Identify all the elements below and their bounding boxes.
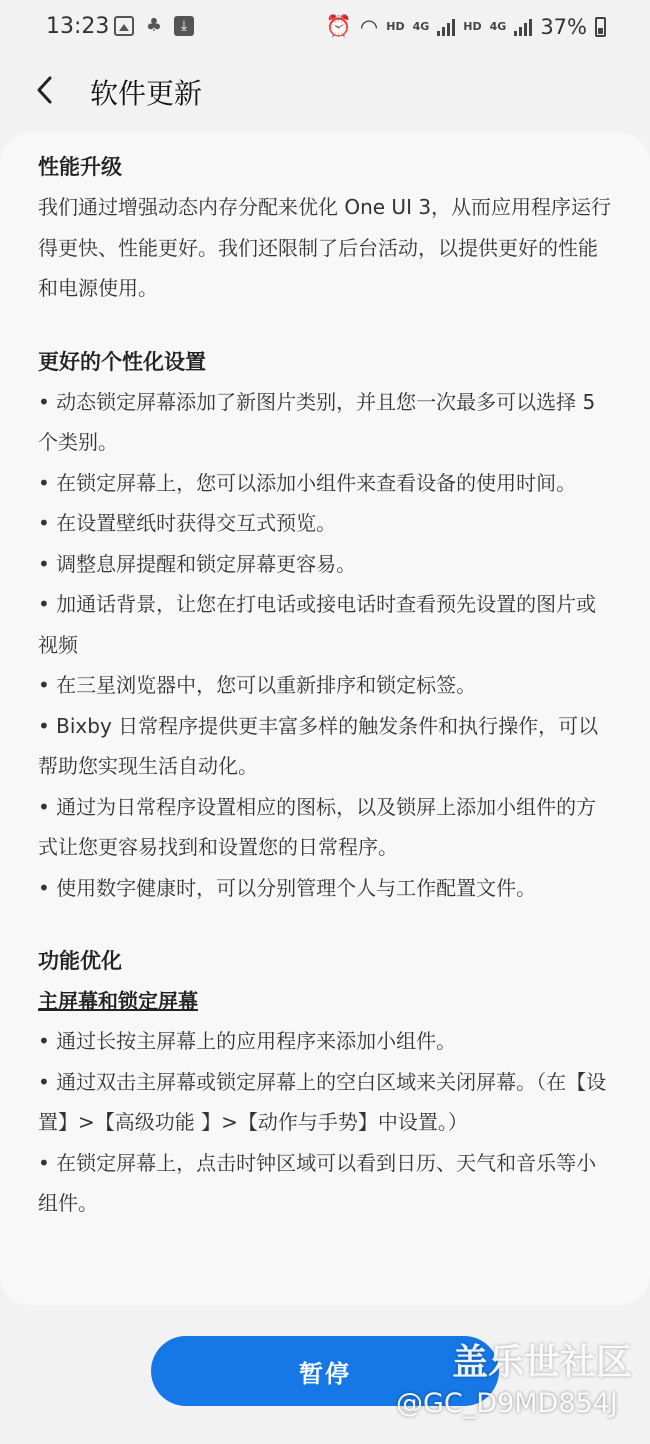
list-item: • Bixby 日常程序提供更丰富多样的触发条件和执行操作，可以帮助您实现生活自动化。: [38, 713, 599, 778]
list-item: • 使用数字健康时，可以分别管理个人与工作配置文件。: [38, 875, 537, 900]
wifi-icon: ◠: [359, 14, 379, 39]
list-item: • 通过双击主屏幕或锁定屏幕上的空白区域来关闭屏幕。（在【设置】>【高级功能 】>【动作与手势】中设置。）: [38, 1069, 607, 1134]
network-gen-2: 4G: [489, 20, 507, 33]
notification-icons: [114, 16, 194, 36]
list-item: • 在锁定屏幕上，点击时钟区域可以看到日历、天气和音乐等小组件。: [38, 1150, 597, 1215]
list-item: • 加通话背景，让您在打电话或接电话时查看预先设置的图片或视频: [38, 592, 597, 657]
back-button[interactable]: [26, 70, 66, 110]
list-item: • 调整息屏提醒和锁定屏幕更容易。: [38, 551, 357, 576]
release-notes[interactable]: [0, 133, 650, 1305]
list-item: • 在三星浏览器中，您可以重新排序和锁定标签。: [38, 673, 477, 697]
list-item: • 通过长按主屏幕上的应用程序来添加小组件。: [38, 1029, 457, 1053]
alarm-icon: ⏰: [325, 14, 352, 38]
list-item: • 动态锁定屏幕添加了新图片类别，并且您一次最多可以选择 5 个类别。: [38, 389, 596, 454]
section-title: 功能优化: [38, 949, 122, 973]
battery-icon: [595, 17, 606, 37]
section-paragraph: 我们通过增强动态内存分配来优化 One UI 3，从而应用程序运行得更快、性能更好。我们还限制了后台活动，以提供更好的性能和电源使用。: [38, 195, 612, 300]
watermark-community: 盖乐世社区: [452, 1342, 633, 1383]
gallery-icon: [114, 16, 134, 36]
app-notification-icon: ♣: [145, 15, 163, 36]
chevron-left-icon: [26, 70, 66, 110]
hd-label-1: HD: [386, 20, 405, 33]
battery-percent: 37%: [540, 14, 587, 39]
page-title: 软件更新: [90, 77, 203, 110]
hd-label-2: HD: [463, 20, 482, 33]
subsection-title: 主屏幕和锁定屏幕: [38, 989, 198, 1013]
section-title: 更好的个性化设置: [38, 349, 206, 374]
signal-icon-1: [437, 18, 455, 36]
status-bar: [0, 0, 650, 56]
list-item: • 通过为日常程序设置相应的图标，以及锁屏上添加小组件的方式让您更容易找到和设置您的日常程序。: [38, 794, 597, 859]
download-icon: ⤓: [174, 16, 194, 36]
watermark-user: @GC_D9MD854J: [396, 1388, 618, 1419]
list-item: • 在锁定屏幕上，您可以添加小组件来查看设备的使用时间。: [38, 470, 577, 495]
list-item: • 在设置壁纸时获得交互式预览。: [38, 511, 337, 535]
section-title: 性能升级: [38, 155, 122, 179]
status-right-icons: [326, 14, 606, 39]
header: [0, 56, 650, 128]
status-time: 13:23: [46, 14, 110, 39]
pause-button[interactable]: 暂停: [151, 1336, 499, 1406]
network-gen-1: 4G: [412, 20, 430, 33]
signal-icon-2: [514, 18, 532, 36]
